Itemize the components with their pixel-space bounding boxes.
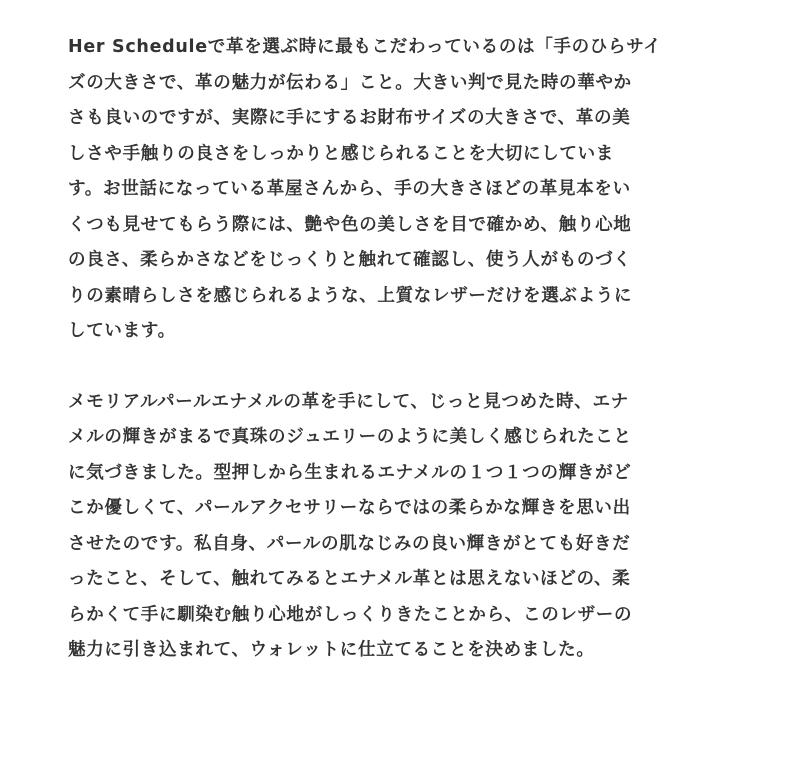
paragraph-leather-selection — [68, 30, 738, 350]
text-line: に気づきました。型押しから生まれるエナメルの１つ１つの輝きがど — [68, 462, 632, 483]
text-line: しています。 — [68, 321, 176, 341]
text-line: 魅力に引き込まれて、ウォレットに仕立てることを決めました。 — [68, 640, 595, 660]
text-line: りの素晴らしさを感じられるような、上質なレザーだけを選ぶように — [68, 285, 633, 306]
paragraph-spacer — [68, 350, 738, 385]
text-line: こか優しくて、パールアクセサリーならではの柔らかな輝きを思い出 — [68, 498, 631, 518]
text-line: ったこと、そして、触れてみるとエナメル革とは思えないほどの、柔 — [68, 569, 631, 589]
text-line: くつも見せてもらう際には、艶や色の美しさを目で確かめ、触り心地 — [68, 214, 632, 235]
article-body — [68, 30, 738, 669]
text-line: しさや手触りの良さをしっかりと感じられることを大切にしていま — [68, 143, 614, 164]
text-line: メルの輝きがまるで真珠のジュエリーのように美しく感じられたこと — [68, 427, 632, 447]
text-line: メモリアルパールエナメルの革を手にして、じっと見つめた時、エナ — [68, 391, 629, 412]
text-line: Her Scheduleで革を選ぶ時に最もこだわっているのは「手のひらサイ — [68, 37, 662, 57]
paragraph-pearl-enamel — [68, 385, 738, 669]
text-line: らかくて手に馴染む触り心地がしっくりきたことから、このレザーの — [68, 604, 633, 625]
text-line: す。お世話になっている革屋さんから、手の大きさほどの革見本をい — [68, 179, 631, 199]
text-line: の良さ、柔らかさなどをじっくりと触れて確認し、使う人がものづく — [68, 250, 632, 270]
text-line: ズの大きさで、革の魅力が伝わる」こと。大きい判で見た時の華やか — [68, 72, 632, 93]
text-line: させたのです。私自身、パールの肌なじみの良い輝きがとても好きだ — [68, 533, 631, 554]
text-line: さも良いのですが、実際に手にするお財布サイズの大きさで、革の美 — [68, 108, 631, 128]
